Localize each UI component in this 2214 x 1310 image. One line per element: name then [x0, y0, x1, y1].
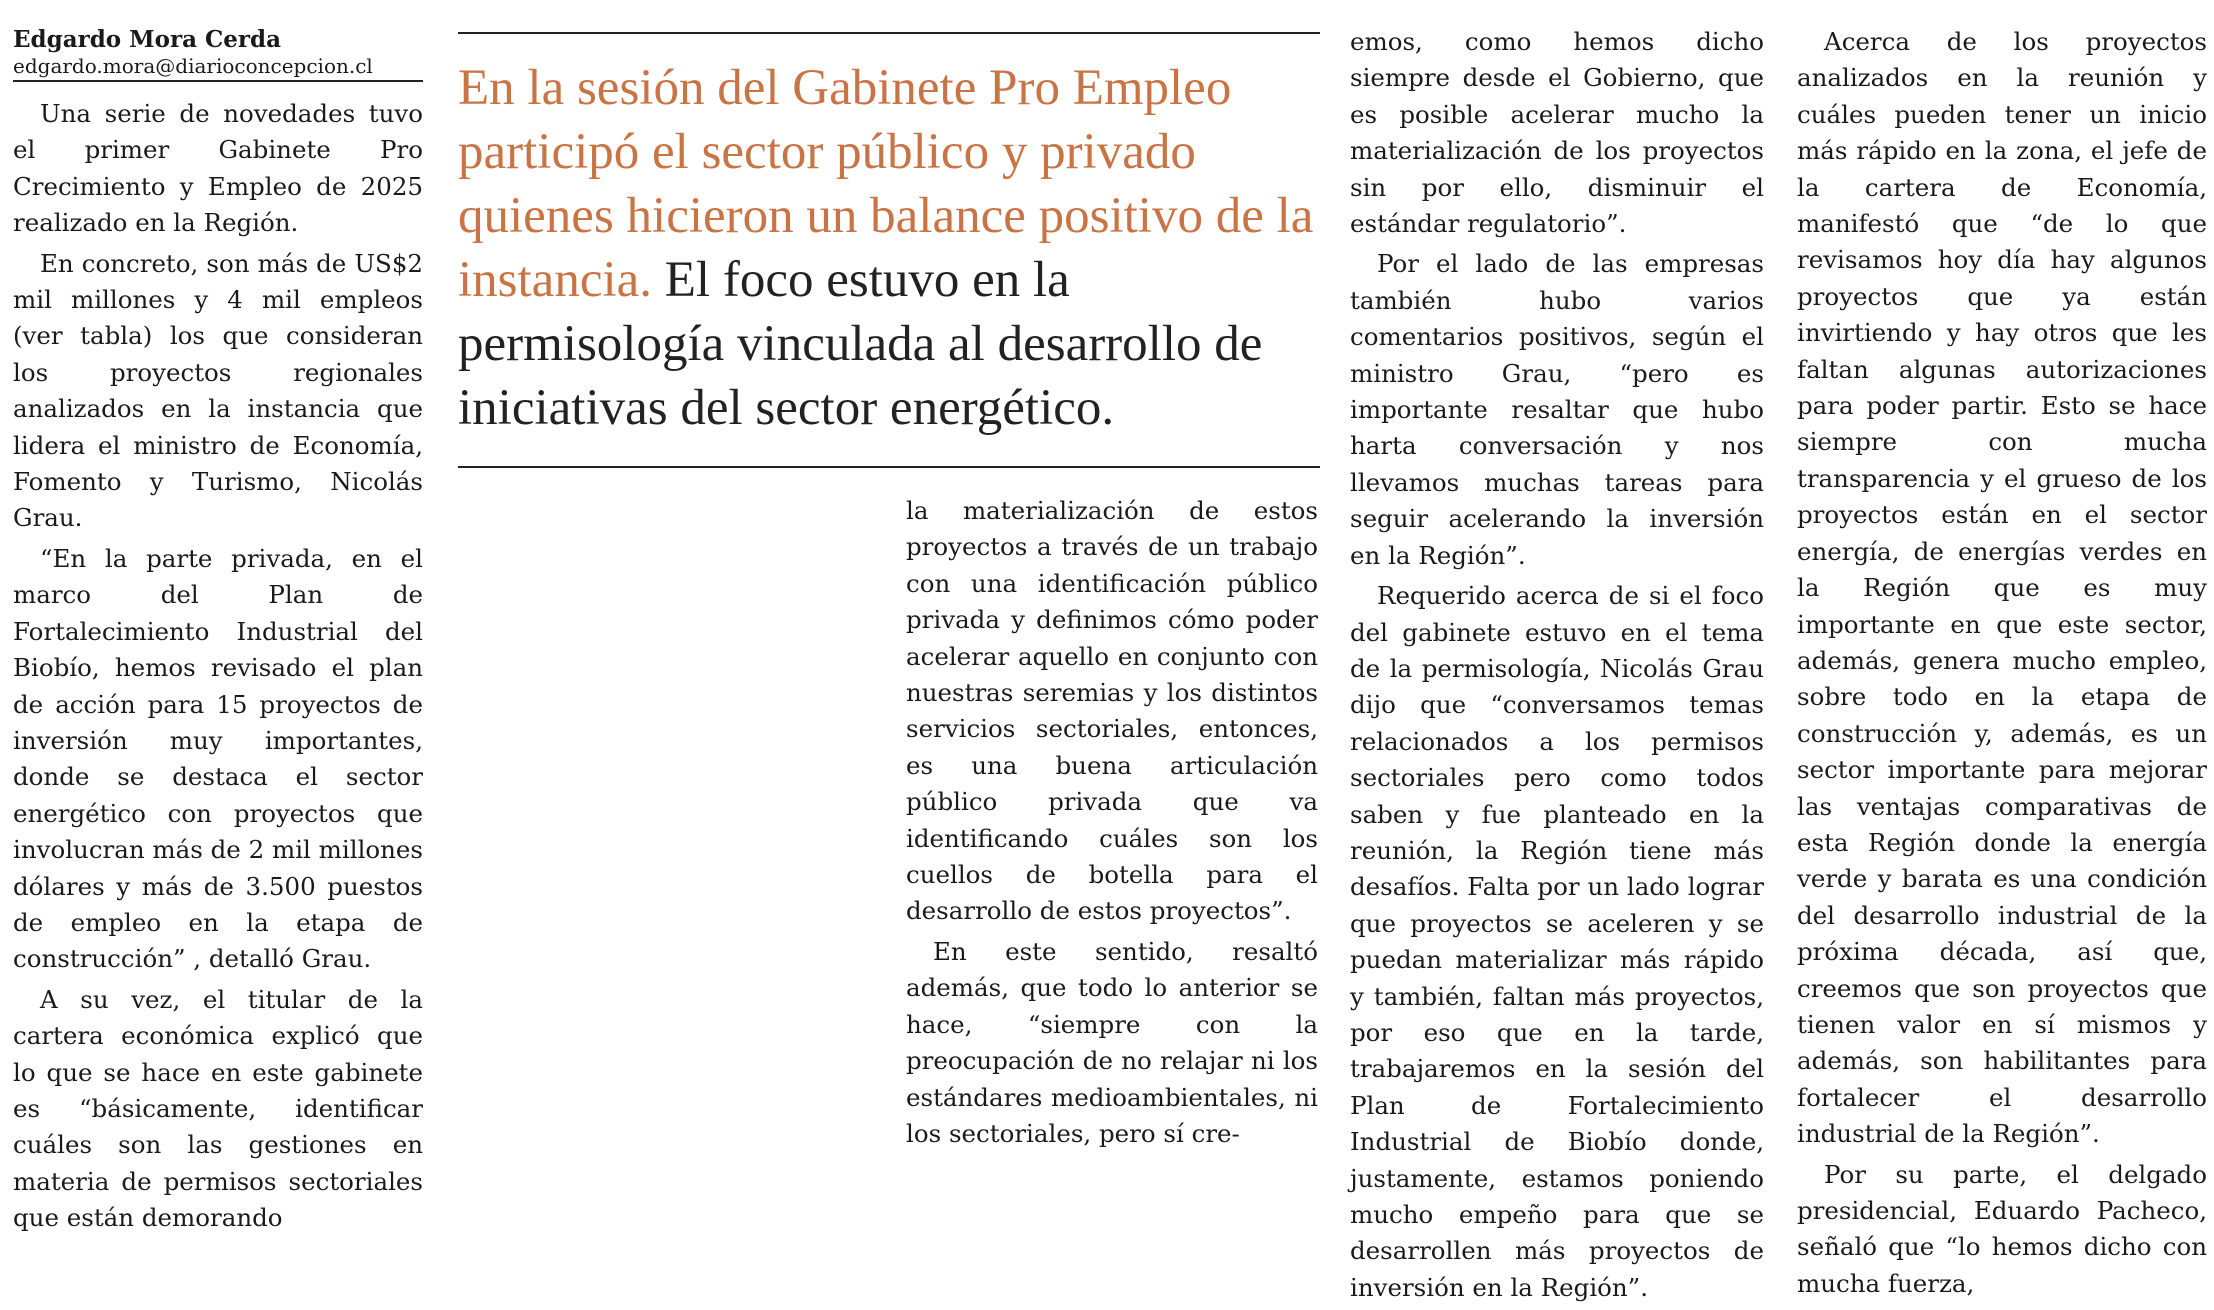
- lead-bottom-rule: [458, 466, 1320, 468]
- lead-paragraph: [458, 56, 1320, 440]
- paragraph: En concreto, son más de US$2 mil millones y 4 mil empleos (ver tabla) los que consideran los proyectos regionales analizados en la instancia que lidera el ministro de Economía, Fomento y Turismo, Nicolás Grau.: [13, 248, 423, 533]
- article-column-1: [13, 96, 423, 1241]
- paragraph: Por su parte, el delgado presidencial, Eduardo Pacheco, señaló que “lo hemos dicho con mucha fuerza,: [1797, 1159, 2207, 1298]
- article-column-3: [1350, 24, 1764, 1310]
- paragraph: Una serie de novedades tuvo el primer Gabinete Pro Crecimiento y Empleo de 2025 realizado en la Región.: [13, 99, 423, 238]
- byline-divider: [13, 80, 423, 82]
- article-column-2: [906, 493, 1318, 1156]
- lead-rest: El foco estuvo en la permisología vinculada al desarrollo de iniciativas del sector energético.: [458, 252, 1263, 436]
- paragraph: En este sentido, resaltó además, que todo lo anterior se hace, “siempre con la preocupación de no relajar ni los estándares medioambientales, ni los sectoriales, pero sí cre-: [906, 936, 1318, 1148]
- paragraph: la materialización de estos proyectos a través de un trabajo con una identificación público privada y definimos cómo poder acelerar aquello en conjunto con nuestras seremias y los distintos servicios sectoriales, entonces, es una buena articulación público privada que va identificando cuáles son los cuellos de botella para el desarrollo de estos proyectos”.: [906, 496, 1318, 926]
- byline-author: Edgardo Mora Cerda: [13, 26, 282, 53]
- byline-email: edgardo.mora@diarioconcepcion.cl: [13, 54, 373, 78]
- lead-highlight: En la sesión del Gabinete Pro Empleo participó el sector público y privado quienes hicieron un balance positivo de la instancia.: [458, 60, 1314, 308]
- paragraph: A su vez, el titular de la cartera económica explicó que lo que se hace en este gabinete es “básicamente, identificar cuáles son las gestiones en materia de permisos sectoriales que están demorando: [13, 984, 423, 1233]
- paragraph: “En la parte privada, en el marco del Plan de Fortalecimiento Industrial del Biobío, hemos revisado el plan de acción para 15 proyectos de inversión muy importantes, donde se destaca el sector energético con proyectos que involucran más de 2 mil millones dólares y más de 3.500 puestos de empleo en la etapa de construcción” , detalló Grau.: [13, 543, 424, 974]
- lead-top-rule: [458, 32, 1320, 34]
- article-column-4: [1797, 24, 2207, 1306]
- paragraph: emos, como hemos dicho siempre desde el Gobierno, que es posible acelerar mucho la materialización de los proyectos sin por ello, disminuir el estándar regulatorio”.: [1350, 27, 1764, 239]
- paragraph: Por el lado de las empresas también hubo varios comentarios positivos, según el ministro Grau, “pero es importante resaltar que hubo harta conversación y nos llevamos muchas tareas para seguir acelerando la inversión en la Región”.: [1350, 249, 1764, 570]
- paragraph: Requerido acerca de si el foco del gabinete estuvo en el tema de la permisología, Nicolás Grau dijo que “conversamos temas relacionados a los permisos sectoriales pero como todos saben y fue planteado en la reunión, la Región tiene más desafíos. Falta por un lado lograr que proyectos se aceleren y se puedan materializar más rápido y también, faltan más proyectos, por eso que en la tarde, trabajaremos en la sesión del Plan de Fortalecimiento Industrial de Biobío donde, justamente, estamos poniendo mucho empeño para que se desarrollen más proyectos de inversión en la Región”.: [1350, 581, 1764, 1302]
- paragraph: Acerca de los proyectos analizados en la reunión y cuáles pueden tener un inicio más rápido en la zona, el jefe de la cartera de Economía, manifestó que “de lo que revisamos hoy día hay algunos proyectos que ya están invirtiendo y hay otros que les faltan algunas autorizaciones para poder partir. Esto se hace siempre con mucha transparencia y el grueso de los proyectos están en el sector energía, de energías verdes en la Región que es muy importante en que este sector, además, genera mucho empleo, sobre todo en la etapa de construcción y, además, es un sector importante para mejorar las ventajas comparativas de esta Región donde la energía verde y barata es una condición del desarrollo industrial de la próxima década, así que, creemos que son proyectos que tienen valor en sí mismos y además, son habilitantes para fortalecer el desarrollo industrial de la Región”.: [1797, 27, 2207, 1149]
